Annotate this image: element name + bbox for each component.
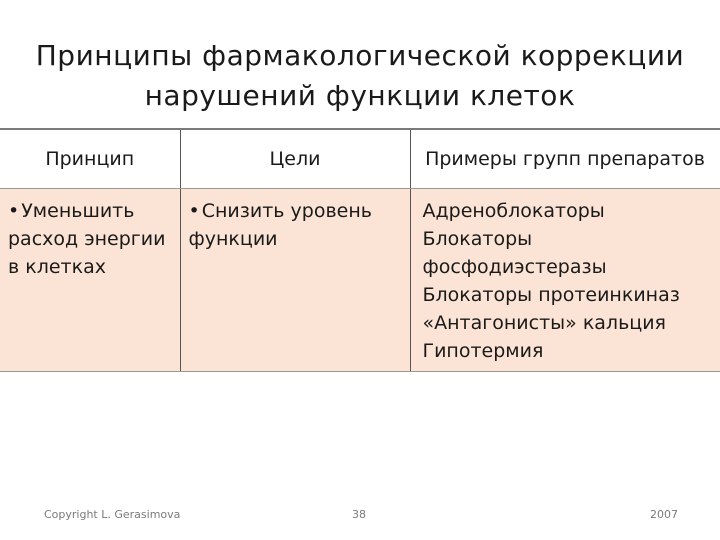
bullet-icon: •	[188, 200, 200, 222]
footer-year: 2007	[650, 508, 678, 521]
bullet-icon: •	[8, 200, 20, 222]
example-item: Гипотермия	[422, 340, 544, 362]
slide-title-line-1: Принципы фармакологической коррекции	[35, 39, 685, 72]
example-item: «Антагонисты» кальция	[422, 312, 666, 334]
example-item: Блокаторы фосфодиэстеразы	[422, 228, 607, 278]
header-goals: Цели	[180, 129, 410, 189]
goal-text: Снизить уровень функции	[188, 200, 372, 250]
goal-cell	[180, 189, 410, 372]
header-examples: Примеры групп препаратов	[410, 129, 720, 189]
footer-page-number: 38	[352, 508, 366, 521]
example-item: Блокаторы протеинкиназ	[422, 284, 680, 306]
table-header-row	[0, 129, 720, 189]
header-principle: Принцип	[0, 129, 180, 189]
slide-title-line-2: нарушений функции клеток	[144, 79, 576, 112]
principles-table	[0, 128, 720, 372]
principle-cell	[0, 189, 180, 372]
examples-cell	[410, 189, 720, 372]
table-row	[0, 189, 720, 372]
principle-text: Уменьшить расход энергии в клетках	[8, 200, 166, 278]
example-item: Адреноблокаторы	[422, 200, 605, 222]
footer-copyright: Copyright L. Gerasimova	[44, 508, 181, 521]
slide-title	[0, 36, 720, 116]
